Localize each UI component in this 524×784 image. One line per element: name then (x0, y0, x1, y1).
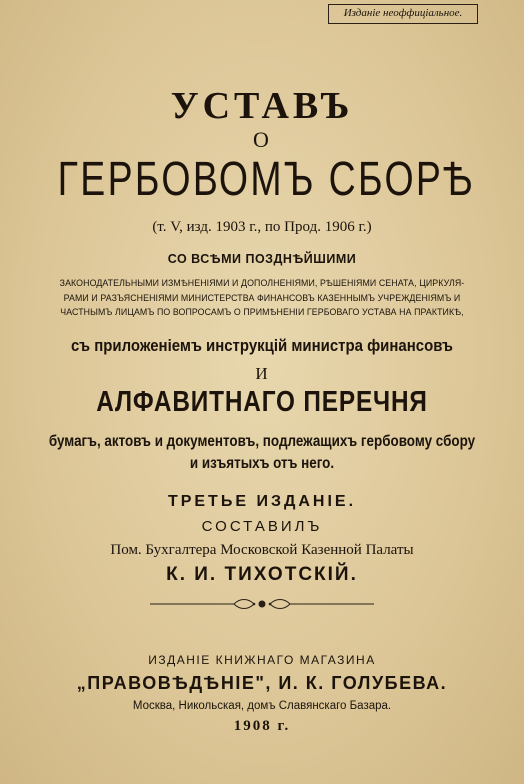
edition-number: ТРЕТЬЕ ИЗДАНIЕ. (167, 493, 357, 510)
alphabet-heading: АЛФАВИТНАГО ПЕРЕЧНЯ (96, 386, 428, 418)
appendix-line: съ приложенiемъ инструкцiй министра финансовъ (71, 336, 453, 355)
description-line-2: РАМИ И РАЗЪЯСНЕНIЯМИ МИНИСТЕРСТВА ФИНАНСОВЪ КАЗЕННЫМЪ УЧРЕЖДЕНIЯМЪ И (63, 293, 461, 303)
papers-line-2: и изъятыхъ отъ него. (189, 455, 335, 472)
description-line-3: ЧАСТНЫМЪ ЛИЦАМЪ ПО ВОПРОСАМЪ О ПРИМѢНЕНIИ ГЕРБОВАГО УСТАВА НА ПРАКТИКѢ, (60, 307, 464, 317)
conjunction: И (255, 364, 269, 383)
publisher-name: „ПРАВОВѢДѢНIЕ", И. К. ГОЛУБЕВА. (76, 673, 448, 693)
compiled-by: СОСТАВИЛЪ (201, 518, 323, 535)
edition-reference: (т. V, изд. 1903 г., по Прод. 1906 г.) (152, 219, 372, 235)
publisher-address: Москва, Никольская, домъ Славянскаго Базара. (132, 700, 392, 712)
papers-line-1: бумагъ, актовъ и документовъ, подлежащихъ гербовому сбору (48, 433, 476, 450)
with-latest-heading: СО ВСѢМИ ПОЗДНѢЙШИМИ (167, 252, 357, 266)
publication-year: 1908 г. (233, 718, 291, 734)
unofficial-edition-stamp: Изданiе неоффицiальное. (343, 7, 463, 19)
decorative-divider-ornament (150, 597, 374, 611)
author-position: Пом. Бухгалтера Московской Казенной Палаты (110, 542, 414, 558)
description-line-1: ЗАКОНОДАТЕЛЬНЫМИ ИЗМѢНЕНIЯМИ И ДОПОЛНЕНIЯМИ, РѢШЕНIЯМИ СЕНАТА, ЦИРКУЛЯ- (59, 278, 465, 288)
author-name: К. И. ТИХОТСКIЙ. (166, 564, 358, 585)
title-word: УСТАВЪ (170, 85, 354, 127)
title-preposition: О (253, 127, 271, 152)
publisher-intro: ИЗДАНIЕ КНИЖНАГО МАГАЗИНА (148, 653, 376, 667)
main-title: ГЕРБОВОМЪ СБОРѢ (57, 153, 475, 206)
